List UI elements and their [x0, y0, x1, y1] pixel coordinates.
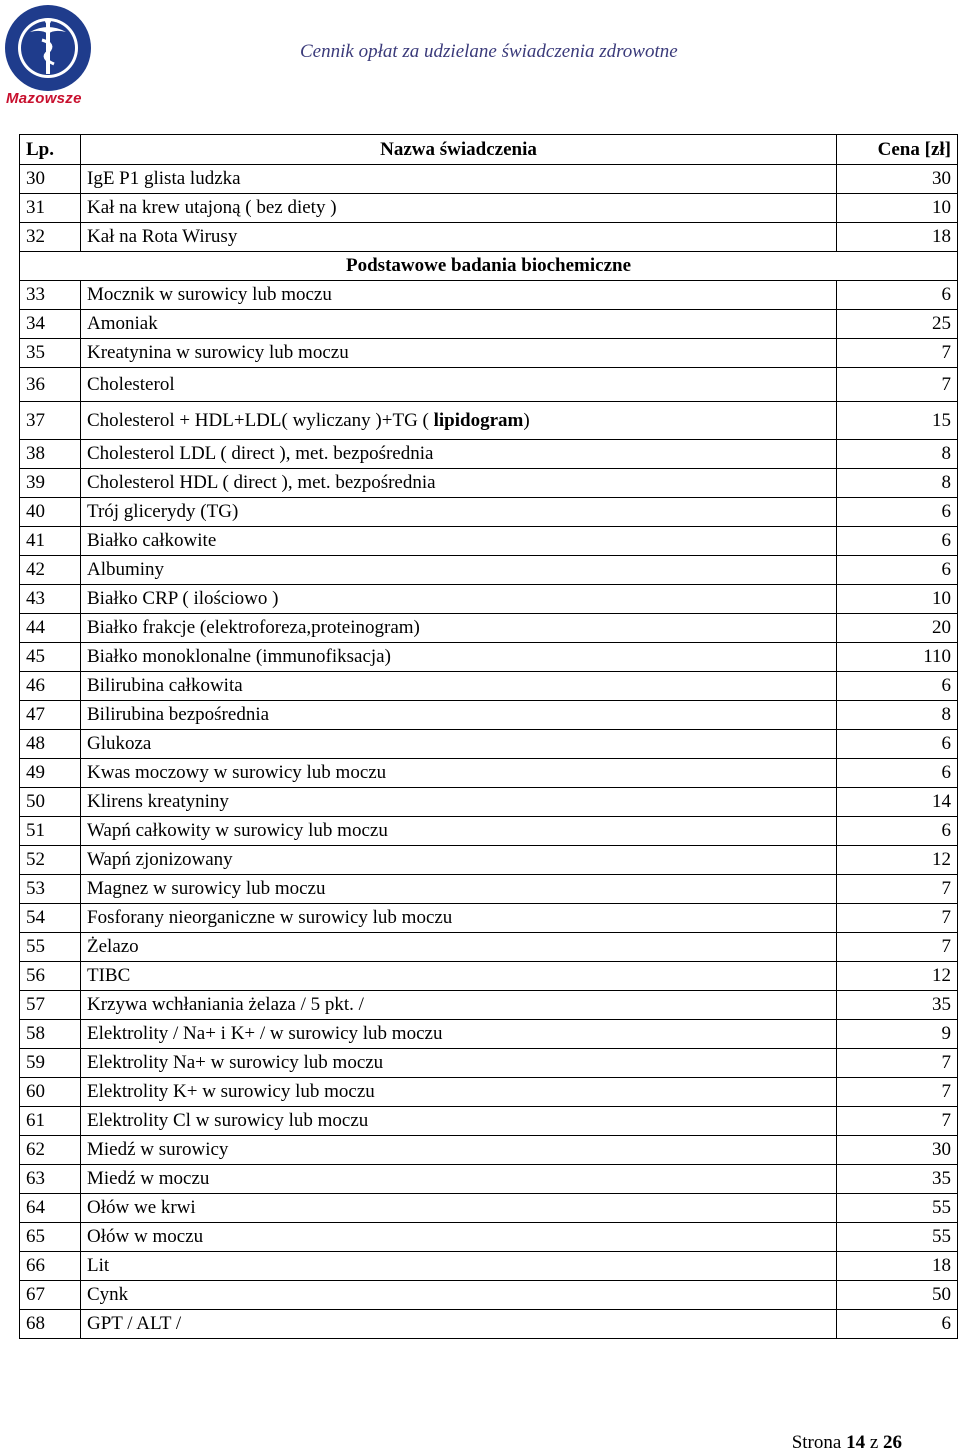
row-price: 7	[837, 933, 958, 962]
row-name: Kał na Rota Wirusy	[81, 223, 837, 252]
row-lp: 32	[20, 223, 81, 252]
table-row	[20, 643, 958, 672]
row-price: 55	[837, 1194, 958, 1223]
row-lp: 54	[20, 904, 81, 933]
row-price: 14	[837, 788, 958, 817]
row-price: 7	[837, 1049, 958, 1078]
row-lp: 42	[20, 556, 81, 585]
row-price: 7	[837, 904, 958, 933]
table-row	[20, 1281, 958, 1310]
row-lp: 37	[20, 402, 81, 440]
table-row	[20, 817, 958, 846]
caduceus-emblem-icon	[2, 2, 94, 94]
row-name: Elektrolity Cl w surowicy lub moczu	[81, 1107, 837, 1136]
row-name: Żelazo	[81, 933, 837, 962]
row-lp: 56	[20, 962, 81, 991]
row-name: Glukoza	[81, 730, 837, 759]
row-price: 9	[837, 1020, 958, 1049]
row-lp: 64	[20, 1194, 81, 1223]
row-lp: 61	[20, 1107, 81, 1136]
row-lp: 44	[20, 614, 81, 643]
row-price: 30	[837, 165, 958, 194]
section-title: Podstawowe badania biochemiczne	[20, 252, 958, 281]
table-row	[20, 730, 958, 759]
table-row	[20, 368, 958, 402]
row-lp: 67	[20, 1281, 81, 1310]
row-name: Wapń zjonizowany	[81, 846, 837, 875]
row-lp: 59	[20, 1049, 81, 1078]
row-lp: 41	[20, 527, 81, 556]
table-row	[20, 402, 958, 440]
table-row	[20, 310, 958, 339]
row-name: Cynk	[81, 1281, 837, 1310]
row-name: GPT / ALT /	[81, 1310, 837, 1339]
row-lp: 39	[20, 469, 81, 498]
footer-prefix: Strona	[791, 1432, 842, 1453]
row-name: TIBC	[81, 962, 837, 991]
row-price: 7	[837, 1078, 958, 1107]
row-lp: 65	[20, 1223, 81, 1252]
row-price: 7	[837, 1107, 958, 1136]
row-name-part: )	[523, 410, 530, 431]
row-lp: 45	[20, 643, 81, 672]
row-name: Bilirubina bezpośrednia	[81, 701, 837, 730]
row-lp: 52	[20, 846, 81, 875]
row-name: Albuminy	[81, 556, 837, 585]
footer-total-pages: 26	[883, 1432, 902, 1453]
row-price: 30	[837, 1136, 958, 1165]
row-price: 6	[837, 498, 958, 527]
row-name: Bilirubina całkowita	[81, 672, 837, 701]
row-name: Lit	[81, 1252, 837, 1281]
table-row	[20, 440, 958, 469]
row-lp: 34	[20, 310, 81, 339]
table-row	[20, 962, 958, 991]
row-name: Miedź w moczu	[81, 1165, 837, 1194]
table-row	[20, 527, 958, 556]
row-lp: 58	[20, 1020, 81, 1049]
footer-page-number: 14	[846, 1432, 866, 1453]
row-name: Miedź w surowicy	[81, 1136, 837, 1165]
row-name: Trój glicerydy (TG)	[81, 498, 837, 527]
column-header-price: Cena [zł]	[837, 135, 958, 165]
row-name: Cholesterol	[81, 368, 837, 402]
row-lp: 36	[20, 368, 81, 402]
table-row	[20, 759, 958, 788]
row-lp: 38	[20, 440, 81, 469]
row-name: Kwas moczowy w surowicy lub moczu	[81, 759, 837, 788]
row-price: 6	[837, 759, 958, 788]
table-header-row	[20, 135, 958, 165]
table-row	[20, 1194, 958, 1223]
row-name: Krzywa wchłaniania żelaza / 5 pkt. /	[81, 991, 837, 1020]
table-row	[20, 846, 958, 875]
row-lp: 46	[20, 672, 81, 701]
row-lp: 48	[20, 730, 81, 759]
row-price: 55	[837, 1223, 958, 1252]
row-name: Białko monoklonalne (immunofiksacja)	[81, 643, 837, 672]
row-lp: 33	[20, 281, 81, 310]
row-price: 6	[837, 730, 958, 759]
table-row	[20, 991, 958, 1020]
table-row	[20, 1049, 958, 1078]
row-name: Elektrolity K+ w surowicy lub moczu	[81, 1078, 837, 1107]
table-row	[20, 1078, 958, 1107]
row-price: 6	[837, 281, 958, 310]
table-row	[20, 875, 958, 904]
row-name: Cholesterol HDL ( direct ), met. bezpośrednia	[81, 469, 837, 498]
table-row	[20, 1136, 958, 1165]
table-row	[20, 556, 958, 585]
row-price: 25	[837, 310, 958, 339]
row-price: 8	[837, 440, 958, 469]
row-lp: 63	[20, 1165, 81, 1194]
table-row	[20, 281, 958, 310]
row-lp: 53	[20, 875, 81, 904]
row-price: 6	[837, 556, 958, 585]
table-row	[20, 1252, 958, 1281]
row-lp: 66	[20, 1252, 81, 1281]
row-price: 8	[837, 701, 958, 730]
row-name-part: Cholesterol + HDL+LDL( wyliczany )+TG (	[87, 410, 434, 431]
table-row	[20, 1165, 958, 1194]
row-lp: 47	[20, 701, 81, 730]
page-footer	[792, 1432, 902, 1454]
row-price: 12	[837, 962, 958, 991]
row-name: Kał na krew utajoną ( bez diety )	[81, 194, 837, 223]
page-header-title: Cennik opłat za udzielane świadczenia zdrowotne	[300, 41, 678, 62]
table-row	[20, 1107, 958, 1136]
table-row	[20, 614, 958, 643]
section-row	[20, 252, 958, 281]
row-lp: 68	[20, 1310, 81, 1339]
row-lp: 57	[20, 991, 81, 1020]
row-name: Magnez w surowicy lub moczu	[81, 875, 837, 904]
row-price: 6	[837, 527, 958, 556]
row-name: Elektrolity / Na+ i K+ / w surowicy lub moczu	[81, 1020, 837, 1049]
row-price: 7	[837, 339, 958, 368]
row-name: Cholesterol LDL ( direct ), met. bezpośrednia	[81, 440, 837, 469]
table-row	[20, 165, 958, 194]
row-name: IgE P1 glista ludzka	[81, 165, 837, 194]
hospital-logo	[2, 2, 94, 110]
table-row	[20, 672, 958, 701]
row-name: Ołów we krwi	[81, 1194, 837, 1223]
row-price: 6	[837, 817, 958, 846]
row-lp: 35	[20, 339, 81, 368]
table-row	[20, 788, 958, 817]
row-price: 18	[837, 1252, 958, 1281]
table-row	[20, 585, 958, 614]
row-lp: 30	[20, 165, 81, 194]
row-name: Klirens kreatyniny	[81, 788, 837, 817]
row-name: Białko całkowite	[81, 527, 837, 556]
column-header-name: Nazwa świadczenia	[81, 135, 837, 165]
table-row	[20, 1223, 958, 1252]
table-row	[20, 904, 958, 933]
table-row	[20, 194, 958, 223]
table-row	[20, 498, 958, 527]
row-price: 18	[837, 223, 958, 252]
row-price: 35	[837, 1165, 958, 1194]
row-lp: 50	[20, 788, 81, 817]
column-header-lp: Lp.	[20, 135, 81, 165]
row-price: 8	[837, 469, 958, 498]
row-name: Białko CRP ( ilościowo )	[81, 585, 837, 614]
row-name: Kreatynina w surowicy lub moczu	[81, 339, 837, 368]
table-row	[20, 223, 958, 252]
row-name: Ołów w moczu	[81, 1223, 837, 1252]
row-price: 10	[837, 194, 958, 223]
row-price: 6	[837, 1310, 958, 1339]
row-price: 7	[837, 875, 958, 904]
table-row	[20, 1310, 958, 1339]
row-lp: 51	[20, 817, 81, 846]
row-lp: 31	[20, 194, 81, 223]
row-price: 110	[837, 643, 958, 672]
row-price: 35	[837, 991, 958, 1020]
table-row	[20, 469, 958, 498]
table-row	[20, 339, 958, 368]
row-price: 15	[837, 402, 958, 440]
row-price: 12	[837, 846, 958, 875]
row-lp: 60	[20, 1078, 81, 1107]
row-name: Elektrolity Na+ w surowicy lub moczu	[81, 1049, 837, 1078]
row-lp: 55	[20, 933, 81, 962]
row-name: Mocznik w surowicy lub moczu	[81, 281, 837, 310]
row-lp: 40	[20, 498, 81, 527]
row-name-bold: lipidogram	[433, 410, 524, 431]
row-lp: 43	[20, 585, 81, 614]
footer-separator: z	[869, 1432, 879, 1453]
row-price: 6	[837, 672, 958, 701]
table-row	[20, 933, 958, 962]
table-row	[20, 1020, 958, 1049]
row-lp: 49	[20, 759, 81, 788]
row-price: 50	[837, 1281, 958, 1310]
row-name: Amoniak	[81, 310, 837, 339]
row-name: Fosforany nieorganiczne w surowicy lub moczu	[81, 904, 837, 933]
price-table	[19, 134, 958, 1339]
row-lp: 62	[20, 1136, 81, 1165]
row-price: 7	[837, 368, 958, 402]
row-price: 10	[837, 585, 958, 614]
row-price: 20	[837, 614, 958, 643]
row-name: Wapń całkowity w surowicy lub moczu	[81, 817, 837, 846]
row-name	[81, 402, 837, 440]
logo-wordmark: Mazowsze	[6, 90, 82, 107]
table-row	[20, 701, 958, 730]
row-name: Białko frakcje (elektroforeza,proteinogram)	[81, 614, 837, 643]
